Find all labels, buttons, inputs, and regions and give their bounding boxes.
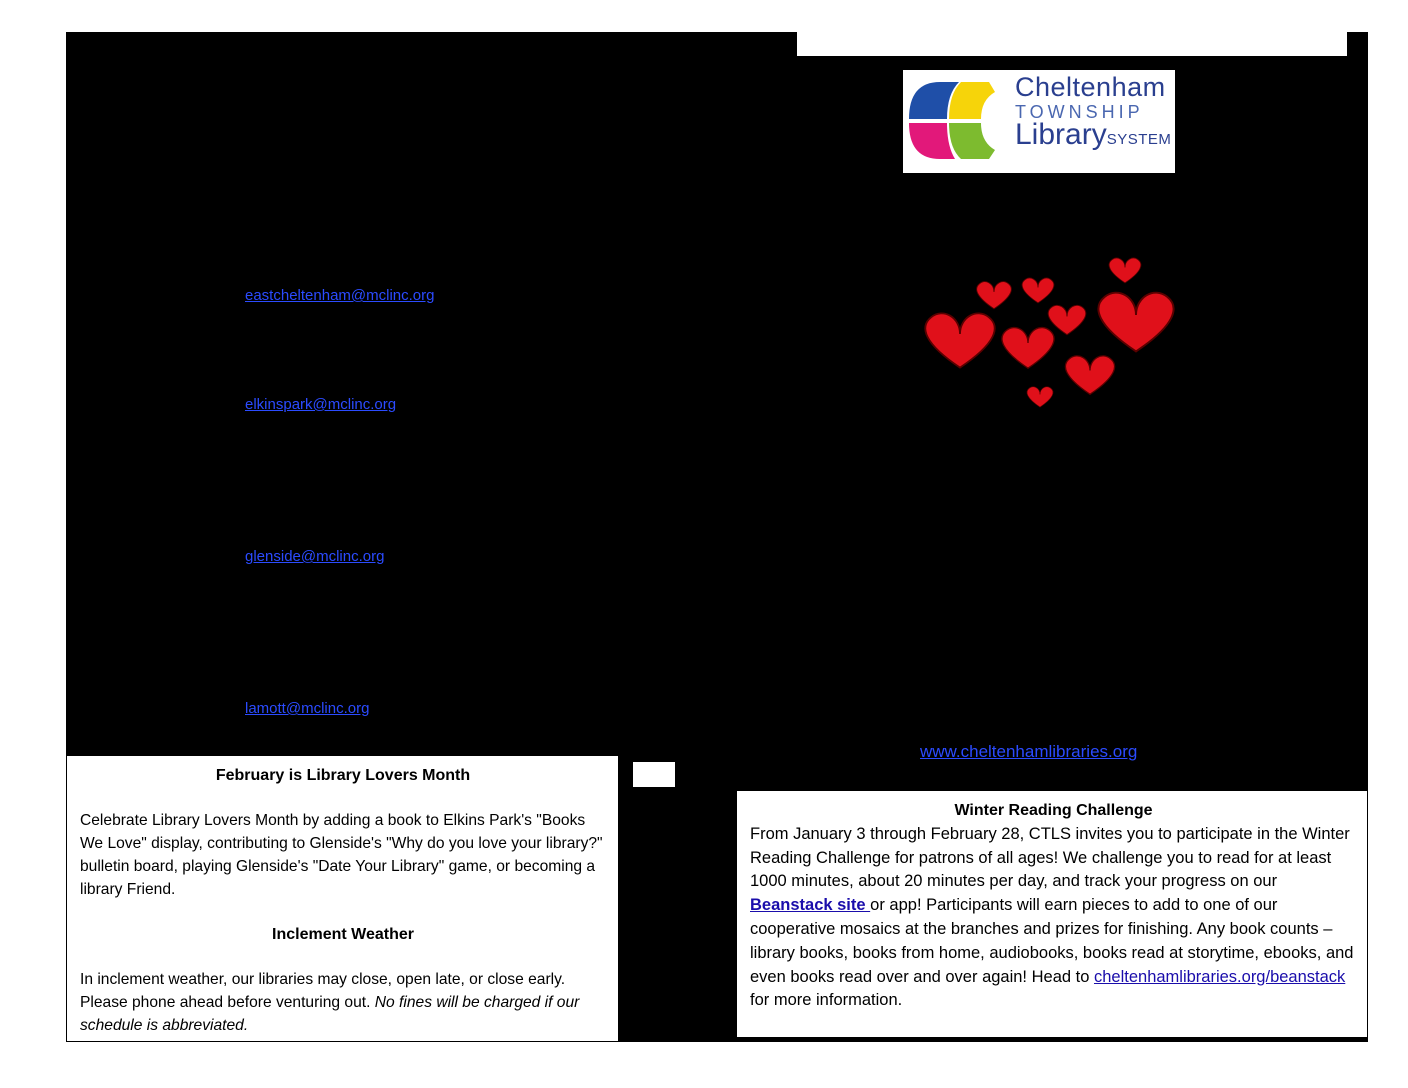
logo-line-system: SYSTEM xyxy=(1106,131,1172,148)
logo-line-cheltenham: Cheltenham xyxy=(1015,72,1166,102)
weather-body: In inclement weather, our libraries may close, open late, or close early. Please phone ahead before venturing out. No fines will be charged if our schedule is abbreviated. xyxy=(80,971,580,1034)
library-lovers-box xyxy=(66,755,619,1042)
email-link-glenside[interactable]: glenside@mclinc.org xyxy=(245,548,385,565)
email-link-lamott[interactable]: lamott@mclinc.org xyxy=(245,700,370,717)
website-link[interactable]: www.cheltenhamlibraries.org xyxy=(920,742,1138,761)
logo-line-library: LibrarySYSTEM xyxy=(1015,118,1172,151)
hearts-icon xyxy=(910,250,1180,420)
winter-title: Winter Reading Challenge xyxy=(954,802,1153,819)
email-link-elkins-park[interactable]: elkinspark@mclinc.org xyxy=(245,396,397,413)
weather-title: Inclement Weather xyxy=(272,926,414,943)
small-white-box xyxy=(633,762,675,787)
logo-line-township: TOWNSHIP xyxy=(1015,102,1144,122)
library-lovers-title: February is Library Lovers Month xyxy=(215,767,471,784)
weather-note: No fines will be charged if our schedule is abbreviated. xyxy=(80,994,580,1034)
library-logo xyxy=(903,70,1175,173)
winter-reading-box xyxy=(736,790,1368,1038)
library-lovers-body: Celebrate Library Lovers Month by adding a book to Elkins Park's "Books We Love" display, contributing to Glenside's "Why do you love your library?" bulletin board, playing Glenside's "Date Your Library" game, or becoming a library Friend. xyxy=(80,812,603,898)
beanstack-url-link[interactable]: cheltenhamlibraries.org/beanstack xyxy=(1093,967,1346,986)
beanstack-site-link[interactable]: Beanstack site xyxy=(750,896,871,915)
logo-wordmark xyxy=(1015,74,1171,150)
top-white-bar xyxy=(797,32,1347,56)
logo-emblem-icon xyxy=(903,70,1013,173)
email-link-east-cheltenham[interactable]: eastcheltenham@mclinc.org xyxy=(245,287,435,304)
winter-body: From January 3 through February 28, CTLS invites you to participate in the Winter Reading Challenge for patrons of all ages! We challenge you to read for at least 1000 minutes, about 20 minutes per day, and track your progress on our Beanstack site or app! Participants will earn pieces to add to one of our cooperative mosaics at the branches and prizes for finishing. Any book counts – library books, books from home, audiobooks, books read at storytime, ebooks, and even books read over and over again! Head to cheltenhamlibraries.org/beanstack for more information. xyxy=(750,824,1354,1010)
